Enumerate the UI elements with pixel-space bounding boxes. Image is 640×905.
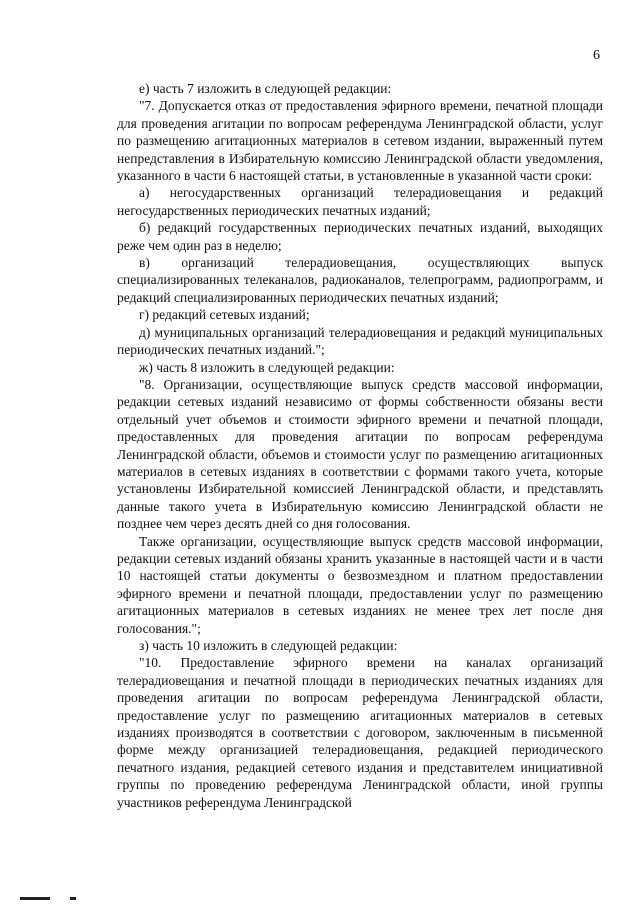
amendment-heading-z: з) часть 10 изложить в следующей редакции: (139, 638, 398, 653)
item-a: а) негосударственных организаций телерадиовещания и редакций негосударственных периодических печатных изданий; (117, 185, 603, 218)
part-8-storage-text: Также организации, осуществляющие выпуск средств массовой информации, редакции сетевых изданий обязаны хранить указанные в настоящей части и в части 10 настоящей статьи документы о безвозмездном и платном предоставлении эфирного времени и печатной площади, предоставлении услуг по размещению агитационных материалов в сетевых изданиях не менее трех лет после дня голосования."; (117, 533, 603, 636)
part-8-text: "8. Организации, осуществляющие выпуск средств массовой информации, редакции сетевых изданий независимо от формы собственности обязаны вести отдельный учет объемов и стоимости эфирного времени и печатной площади, предоставленных для проведения агитации по вопросам референдума Ленинградской области, объемов и стоимости услуг по размещению агитационных материалов в сетевых изданиях в соответствии с формами такого учета, которые установлены Избирательной комиссией Ленинградской области, и представлять данные такого учета в Избирательную комиссию Ленинградской области не позднее чем через десять дней со дня голосования. (117, 376, 603, 532)
amendment-heading-e: е) часть 7 изложить в следующей редакции: (139, 81, 392, 96)
item-d: д) муниципальных организаций телерадиовещания и редакций муниципальных периодических печатных изданий."; (117, 324, 603, 358)
item-g: г) редакций сетевых изданий; (139, 307, 310, 323)
item-b: б) редакций государственных периодических печатных изданий, выходящих реже чем один раз в неделю; (117, 220, 603, 253)
scan-artifact-mark (70, 897, 76, 900)
amendment-heading-zh: ж) часть 8 изложить в следующей редакции: (139, 359, 395, 375)
item-v: в) организаций телерадиовещания, осуществляющих выпуск специализированных телеканалов, радиоканалов, телепрограмм, радиопрограмм, и редакций специализированных периодических печатных изданий; (117, 255, 603, 305)
part-10-text: "10. Предоставление эфирного времени на каналах организаций телерадиовещания и печатной площади в периодических печатных изданиях для проведения агитации по вопросам референдума Ленинградской области, предоставление услуг по размещению агитационных материалов в сетевых изданиях производятся в соответствии с договором, заключенным в письменной форме между организацией телерадиовещания, редакцией периодического печатного издания, редакцией сетевого издания и представителем инициативной группы по проведению референдума Ленинградской области, иной группы участников референдума Ленинградской (117, 655, 603, 810)
part-7-text: "7. Допускается отказ от предоставления эфирного времени, печатной площади для проведения агитации по вопросам референдума Ленинградской области, услуг по размещению агитационных материалов в сетевом издании, выраженный путем непредставления в Избирательную комиссию Ленинградской области уведомления, указанного в части 6 настоящей статьи, в установленные в указанной части сроки: (117, 98, 603, 184)
document-body (117, 80, 603, 811)
scan-artifact-mark (20, 897, 50, 900)
page-number: 6 (593, 48, 600, 63)
